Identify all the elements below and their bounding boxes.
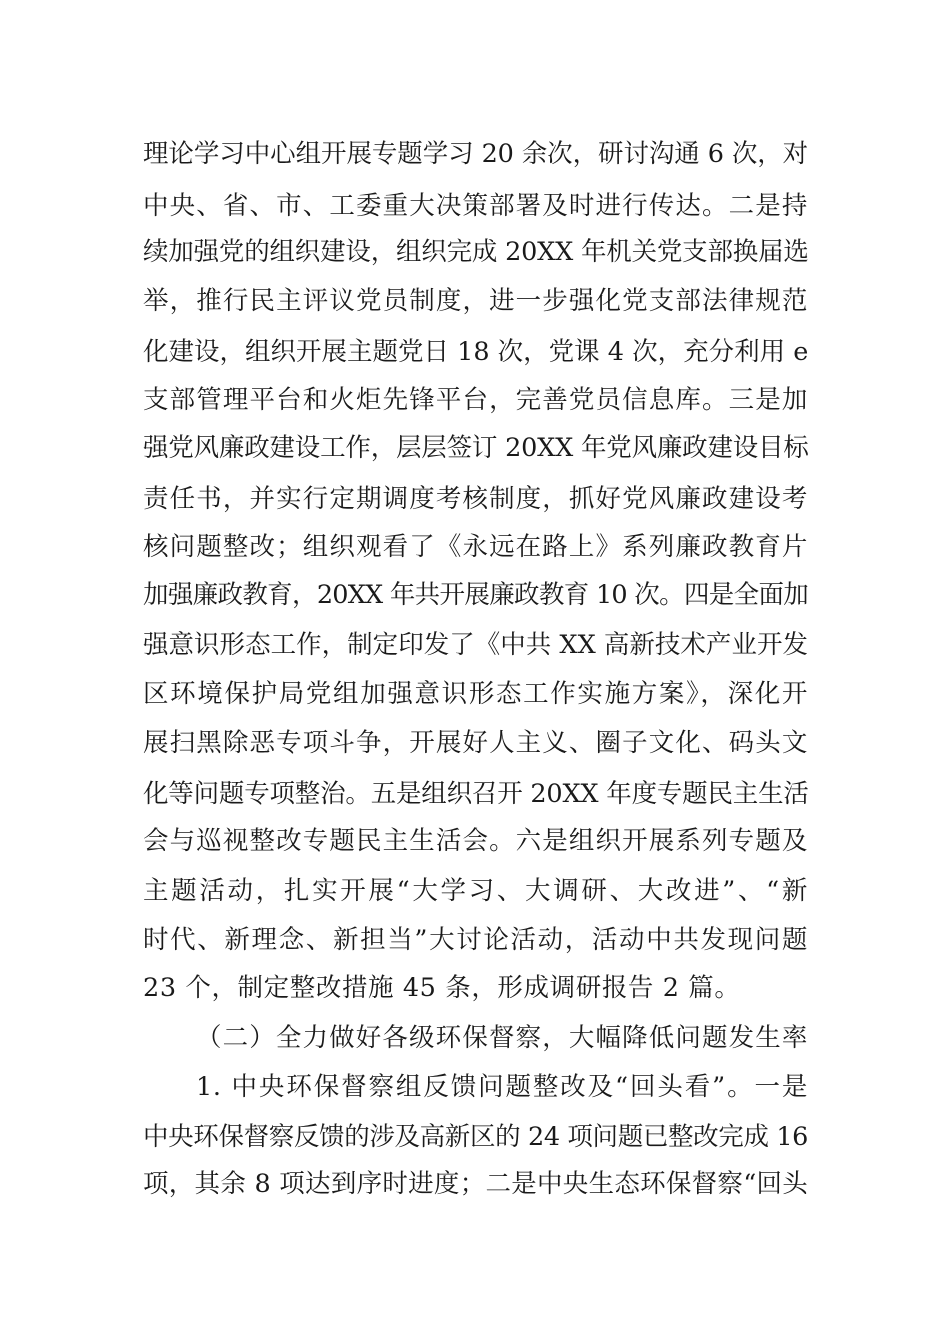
body-line: 项，其余 8 项达到序时进度；二是中央生态环保督察“回头 <box>143 1169 808 1199</box>
body-line: 续加强党的组织建设，组织完成 20XX 年机关党支部换届选 <box>143 237 809 267</box>
body-line: 支部管理平台和火炬先锋平台，完善党员信息库。三是加 <box>143 385 808 415</box>
body-line: 主题活动，扎实开展“大学习、大调研、大改进”、“新 <box>143 876 808 906</box>
body-line: 中央、省、市、工委重大决策部署及时进行传达。二是持 <box>143 191 808 221</box>
body-line: 责任书，并实行定期调度考核制度，抓好党风廉政建设考 <box>143 484 808 514</box>
body-line: 区环境保护局党组加强意识形态工作实施方案》，深化开 <box>143 679 808 709</box>
body-line: 中央环保督察反馈的涉及高新区的 24 项问题已整改完成 16 <box>143 1122 808 1152</box>
body-line: 会与巡视整改专题民主生活会。六是组织开展系列专题及 <box>143 826 808 856</box>
body-line: 强党风廉政建设工作，层层签订 20XX 年党风廉政建设目标 <box>143 433 809 463</box>
body-line: 举，推行民主评议党员制度，进一步强化党支部法律规范 <box>143 286 808 316</box>
section-heading: （二）全力做好各级环保督察，大幅降低问题发生率 <box>196 1023 808 1053</box>
body-line: 时代、新理念、新担当”大讨论活动，活动中共发现问题 <box>143 925 808 955</box>
body-line: 强意识形态工作，制定印发了《中共 XX 高新技术产业开发 <box>143 630 808 660</box>
body-line: 展扫黑除恶专项斗争，开展好人主义、圈子文化、码头文 <box>143 728 808 758</box>
body-line: 理论学习中心组开展专题学习 20 余次，研讨沟通 6 次，对 <box>143 139 808 169</box>
body-line: 化等问题专项整治。五是组织召开 20XX 年度专题民主生活 <box>143 779 809 809</box>
body-line: 加强廉政教育，20XX 年共开展廉政教育 10 次。四是全面加 <box>143 580 808 610</box>
body-line: 核问题整改；组织观看了《永远在路上》系列廉政教育片 <box>143 532 808 562</box>
body-line-last: 23 个，制定整改措施 45 条，形成调研报告 2 篇。 <box>143 973 741 1003</box>
body-line: 化建设，组织开展主题党日 18 次，党课 4 次，充分利用 e <box>143 337 809 367</box>
subsection-line: 1. 中央环保督察组反馈问题整改及“回头看”。一是 <box>196 1072 808 1102</box>
